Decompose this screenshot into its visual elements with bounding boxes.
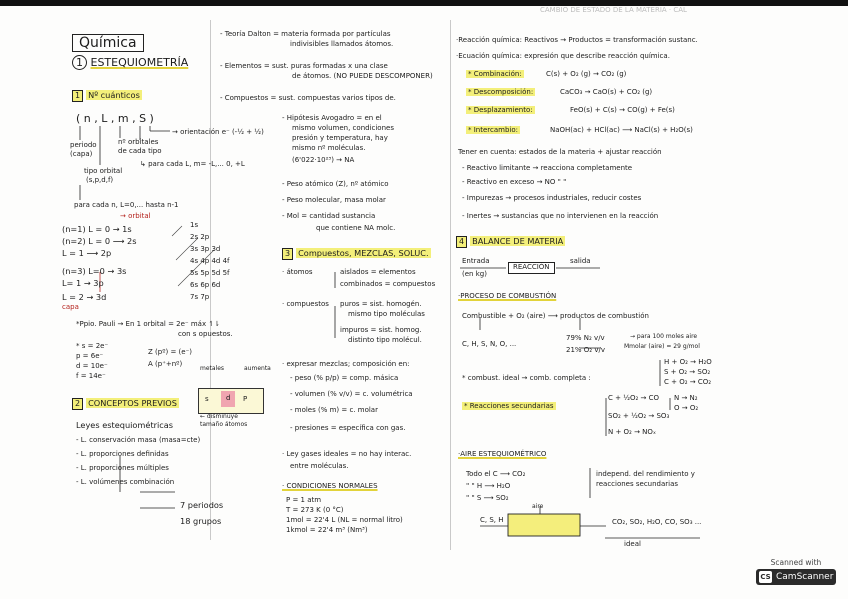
impuros: impuros = sist. homog. xyxy=(340,326,422,334)
secundaria-eq: C + ½O₂ → CO xyxy=(608,394,660,402)
ideal-eq: S + O₂ → SO₂ xyxy=(664,368,711,376)
orbital-row: (n=3) L=0 → 3s xyxy=(62,266,127,276)
condiciones-normales xyxy=(282,482,378,492)
z-equation: Z (pº) = (e⁻) xyxy=(148,348,193,356)
capa-red-label: capa xyxy=(62,303,79,311)
impurezas: - Impurezas → procesos industriales, reducir costes xyxy=(462,194,642,202)
combinacion-eq: C(s) + O₂ (g) → CO₂ (g) xyxy=(546,70,627,78)
expresar-mezclas: · expresar mezclas; composición en: xyxy=(282,360,410,368)
ley-item: - L. proporciones múltiples xyxy=(76,464,169,472)
composicion-item: - moles (% m) = c. molar xyxy=(290,406,378,414)
heading-compuestos xyxy=(282,248,431,260)
ley-gases-2: entre moléculas. xyxy=(290,462,349,470)
secundaria-eq: N + O₂ → NOₓ xyxy=(608,428,657,436)
pct-21: 21% O₂ v/v xyxy=(566,346,605,354)
block-s: s xyxy=(205,395,209,403)
spdf-label: (s,p,d,f) xyxy=(86,176,114,184)
reaction-type: * Descomposición: xyxy=(468,88,534,96)
descomposicion-eq: CaCO₃ → CaO(s) + CO₂ (g) xyxy=(560,88,653,96)
camscanner-logo-icon: CS xyxy=(760,573,771,581)
diagram-row: 1s xyxy=(190,221,199,229)
pauli-continuation: con s opuestos. xyxy=(178,330,233,338)
atomos-label: · átomos xyxy=(282,268,313,276)
diagram-row: 7s 7p xyxy=(190,293,210,301)
scanned-with-label: Scanned with xyxy=(770,558,822,567)
diagram-row: 2s 2p xyxy=(190,233,210,241)
ecuacion-quimica: ·Ecuación química: expresión que describe reacción química. xyxy=(456,52,670,60)
salida-label: salida xyxy=(570,257,591,265)
para-cada-l-note: ↳ para cada L, m= -L,... 0, +L xyxy=(140,160,245,168)
secundarias-text: * Reacciones secundarias xyxy=(464,402,554,410)
ley-gases: · Ley gases ideales = no hay interac. xyxy=(282,450,412,458)
tener-en-cuenta: Tener en cuenta: estados de la materia + ajustar reacción xyxy=(458,148,662,156)
orbital-row: L = 2 → 3d xyxy=(62,292,107,302)
todo-row: " " H ⟶ H₂O xyxy=(466,482,511,490)
entrada-label: Entrada xyxy=(462,257,490,265)
camscanner-badge xyxy=(756,558,836,592)
composicion-item: - volumen (% v/v) = c. volumétrica xyxy=(290,390,413,398)
avogadro: - Hipótesis Avogadro = en el xyxy=(282,114,382,122)
elementos-def: - Elementos = sust. puras formadas x una clase xyxy=(220,62,388,70)
mol-def: - Mol = cantidad sustancia xyxy=(282,212,376,220)
n-orbitales-label: nº orbitales xyxy=(118,138,159,146)
diagram-row: 4s 4p 4d 4f xyxy=(190,257,230,265)
peso-atomico: - Peso atómico (Z), nº atómico xyxy=(282,180,389,188)
reactivo-exceso: - Reactivo en exceso → NO " " xyxy=(462,178,567,186)
ideal-eq: H + O₂ → H₂O xyxy=(664,358,712,366)
impuros-2: distinto tipo molécul. xyxy=(348,336,422,344)
combinacion-label xyxy=(466,70,524,80)
camscanner-label xyxy=(756,569,836,585)
camscanner-name: CamScanner xyxy=(776,572,834,582)
puros-2: mismo tipo moléculas xyxy=(348,310,425,318)
orbital-row: (n=1) L = 0 → 1s xyxy=(62,224,132,234)
heading-number: 2 xyxy=(72,398,83,410)
block-d: d xyxy=(221,391,235,407)
aumenta-label: aumenta xyxy=(244,365,271,372)
composicion-item: - peso (% p/p) = comp. másica xyxy=(290,374,399,382)
reaction-type: * Intercambio: xyxy=(468,126,518,134)
chnos: C, H, S, N, O, ... xyxy=(462,340,517,348)
quantum-tuple: ( n , L , m , S ) xyxy=(76,112,154,125)
heading-balance xyxy=(456,236,565,248)
reaccion-box: REACCIÓN xyxy=(508,262,555,274)
heading-number: 4 xyxy=(456,236,467,248)
mol-def-2: que contiene NA molc. xyxy=(316,224,396,232)
orbital-row: (n=2) L = 0 ⟶ 2s xyxy=(62,236,137,246)
disminuye-label: ← disminuye xyxy=(200,413,238,420)
condicion-item: 1mol = 22'4 L (NL = normal litro) xyxy=(286,516,403,524)
desplazamiento-eq: FeO(s) + C(s) → CO(g) + Fe(s) xyxy=(570,106,675,114)
metales-label: metales xyxy=(200,365,225,372)
proceso-combustion xyxy=(458,292,556,302)
condicion-item: P = 1 atm xyxy=(286,496,322,504)
independiente: independ. del rendimiento y xyxy=(596,470,695,478)
para-100-moles: → para 100 moles aire xyxy=(630,333,698,340)
reacciones-secundarias xyxy=(462,402,556,412)
reaccion-quimica: ·Reacción química: Reactivos → Productos = transformación sustanc. xyxy=(456,36,698,44)
section-estequiometria xyxy=(72,56,188,69)
diagram-row: 5s 5p 5d 5f xyxy=(190,269,230,277)
leyes-heading: Leyes estequiométricas xyxy=(76,420,174,430)
reaction-type: * Combinación: xyxy=(468,70,522,78)
combustion-row: Combustible + O₂ (aire) ⟶ productos de combustión xyxy=(462,312,649,320)
elementos-def-2: de átomos. (NO PUEDE DESCOMPONER) xyxy=(292,72,433,80)
composicion-item: - presiones = específica con gas. xyxy=(290,424,406,432)
en-kg-label: (en kg) xyxy=(462,270,487,278)
block-p: P xyxy=(243,395,248,403)
orientation-note: → orientación e⁻ (-½ + ½) xyxy=(172,128,264,136)
aire-input: aire xyxy=(532,503,544,510)
avogadro-line: presión y temperatura, hay xyxy=(292,134,388,142)
secundaria-eq: SO₂ + ½O₂ → SO₃ xyxy=(608,412,670,420)
capa-label: (capa) xyxy=(70,150,93,158)
aire-text: ·AIRE ESTEQUIOMÉTRICO xyxy=(458,450,547,458)
diagram-row: 3s 3p 3d xyxy=(190,245,221,253)
ideal-eq: C + O₂ → CO₂ xyxy=(664,378,712,386)
combustion-ideal: * combust. ideal → comb. completa : xyxy=(462,374,591,382)
electron-count: f = 14e⁻ xyxy=(76,372,106,380)
ley-item: - L. proporciones definidas xyxy=(76,450,169,458)
de-cada-tipo-label: de cada tipo xyxy=(118,147,162,155)
avogadro-line: mismo nº moléculas. xyxy=(292,144,366,152)
ley-item: - L. volúmenes combinación xyxy=(76,478,175,486)
heading-numeros-cuanticos xyxy=(72,90,142,102)
condicion-item: 1kmol = 22'4 m³ (Nm³) xyxy=(286,526,368,534)
outputs: CO₂, SO₂, H₂O, CO, SO₃ ... xyxy=(612,518,702,526)
tamano-label: tamaño átomos xyxy=(200,421,248,428)
independiente-2: reacciones secundarias xyxy=(596,480,679,488)
aislados: aislados = elementos xyxy=(340,268,416,276)
teoria-dalton-2: indivisibles llamados átomos. xyxy=(290,40,394,48)
todo-row: Todo el C ⟶ CO₂ xyxy=(466,470,526,478)
aire-estequiometrico xyxy=(458,450,546,460)
puros: puros = sist. homogén. xyxy=(340,300,422,308)
ley-item: - L. conservación masa (masa=cte) xyxy=(76,436,201,444)
heading-text: Compuestos, MEZCLAS, SOLUC. xyxy=(298,248,429,258)
reaction-type: * Desplazamiento: xyxy=(468,106,533,114)
electron-count: * s = 2e⁻ xyxy=(76,342,109,350)
heading-text: BALANCE DE MATERIA xyxy=(472,236,564,246)
periodic-table-sketch xyxy=(198,388,264,414)
masa-molar-aire: Mmolar (aire) = 29 g/mol xyxy=(624,343,700,350)
orbital-row: L= 1 → 3p xyxy=(62,278,104,288)
tipo-orbital-label: tipo orbital xyxy=(84,167,123,175)
diagram-row: 6s 6p 6d xyxy=(190,281,221,289)
compuestos-label: · compuestos xyxy=(282,300,329,308)
teoria-dalton: - Teoría Dalton = materia formada por partículas xyxy=(220,30,391,38)
section-title: ESTEQUIOMETRÍA xyxy=(90,56,189,69)
secundaria-eq: N → N₂ xyxy=(674,394,698,402)
reactivo-limitante: - Reactivo limitante → reacciona completamente xyxy=(462,164,633,172)
inertes: - Inertes → sustancias que no intervienen en la reacción xyxy=(462,212,659,220)
descomposicion-label xyxy=(466,88,535,98)
compuestos-def: - Compuestos = sust. compuestas varios tipos de. xyxy=(220,94,396,102)
avogadro-line: (6'022·10²³) → NA xyxy=(292,156,355,164)
condicion-item: T = 273 K (0 °C) xyxy=(286,506,344,514)
a-equation: A (p⁺+nº) xyxy=(148,360,183,368)
avogadro-line: mismo volumen, condiciones xyxy=(292,124,394,132)
todo-row: " " S ⟶ SO₂ xyxy=(466,494,509,502)
heading-number: 3 xyxy=(282,248,293,260)
heading-text: CONCEPTOS PREVIOS xyxy=(88,398,177,408)
intercambio-eq: NaOH(ac) + HCl(ac) ⟶ NaCl(s) + H₂O(s) xyxy=(550,126,693,134)
orbital-row: L = 1 ⟶ 2p xyxy=(62,248,112,258)
periodo-label: periodo xyxy=(70,141,97,149)
electron-count: p = 6e⁻ xyxy=(76,352,104,360)
page-title: Química xyxy=(72,34,144,52)
periodos-count: 7 periodos xyxy=(180,500,224,510)
faint-header: CAMBIO DE ESTADO DE LA MATERIA · CAL xyxy=(540,6,687,14)
heading-number: 1 xyxy=(72,90,83,102)
heading-text: Nº cuánticos xyxy=(88,90,140,100)
grupos-count: 18 grupos xyxy=(180,516,222,526)
intercambio-label xyxy=(466,126,520,136)
pauli-principle: *Ppio. Pauli → En 1 orbital = 2e⁻ máx ↿⇂ xyxy=(76,320,221,328)
para-cada-n-note: para cada n, L=0,... hasta n-1 xyxy=(74,201,179,209)
secundaria-eq: O → O₂ xyxy=(674,404,699,412)
electron-count: d = 10e⁻ xyxy=(76,362,108,370)
orbital-label: → orbital xyxy=(120,212,151,220)
csh-input: C, S, H xyxy=(480,516,504,524)
peso-molecular: - Peso molecular, masa molar xyxy=(282,196,386,204)
condiciones-text: · CONDICIONES NORMALES xyxy=(282,482,378,490)
proceso-text: ·PROCESO DE COMBUSTIÓN xyxy=(458,292,557,300)
ideal-word: ideal xyxy=(624,540,641,548)
combinados: combinados = compuestos xyxy=(340,280,436,288)
desplazamiento-label xyxy=(466,106,535,116)
heading-conceptos-previos xyxy=(72,398,179,410)
pct-79: 79% N₂ v/v xyxy=(566,334,605,342)
section-number: 1 xyxy=(72,55,87,70)
